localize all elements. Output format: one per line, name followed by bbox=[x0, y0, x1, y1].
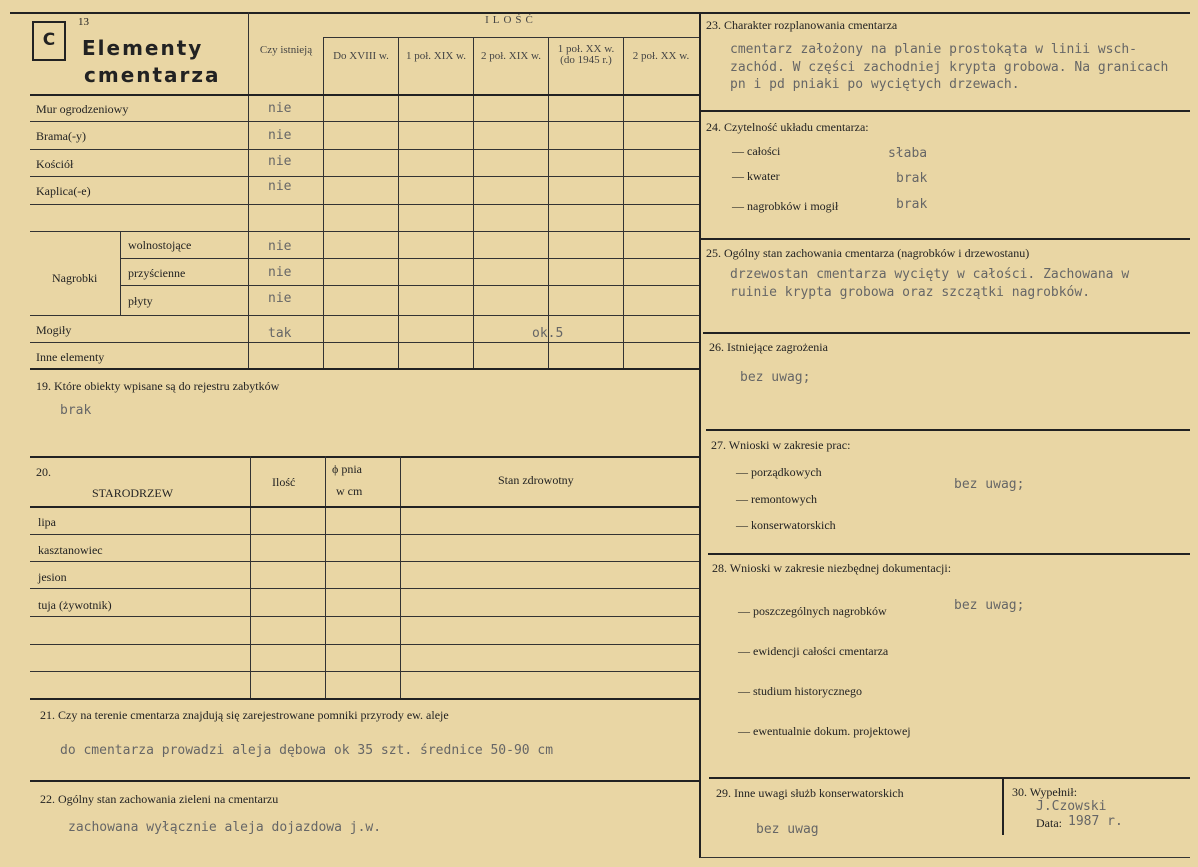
q26-label: 26. Istniejące zagrożenia bbox=[709, 340, 828, 354]
q24-item-value: brak bbox=[896, 171, 928, 186]
col-czy-header: Czy istnieją bbox=[259, 44, 313, 56]
tree-col-line bbox=[400, 456, 401, 698]
q30-date-label: Data: bbox=[1036, 816, 1062, 830]
col-line bbox=[473, 38, 474, 368]
q29-label: 29. Inne uwagi służb konserwatorskich bbox=[716, 786, 904, 800]
row-line bbox=[120, 258, 699, 259]
element-exists: nie bbox=[268, 128, 292, 143]
nagrobki-row-exists: nie bbox=[268, 239, 292, 254]
section-line bbox=[30, 456, 699, 458]
element-label: Mur ogrodzeniowy bbox=[36, 102, 129, 116]
section-line bbox=[703, 332, 1190, 334]
q20-col-pnia: ϕ pnia bbox=[332, 462, 362, 476]
section-line bbox=[30, 698, 699, 700]
q22-answer: zachowana wyłącznie aleja dojazdowa j.w. bbox=[68, 820, 382, 835]
tree-header-line bbox=[30, 506, 699, 508]
row-line bbox=[30, 616, 699, 617]
q27-item: — remontowych bbox=[736, 492, 817, 506]
q20-num: 20. bbox=[36, 465, 51, 479]
row-line bbox=[30, 644, 699, 645]
col-19a-header: 1 poł. XIX w. bbox=[405, 50, 467, 62]
q27-answer: bez uwag; bbox=[954, 477, 1025, 492]
q20-label: STARODRZEW bbox=[92, 486, 174, 500]
col-20a-header: 1 poł. XX w. (do 1945 r.) bbox=[557, 43, 615, 66]
q24-label: 24. Czytelność układu cmentarza: bbox=[706, 120, 869, 134]
q28-item: — poszczególnych nagrobków bbox=[738, 604, 887, 618]
q22-label: 22. Ogólny stan zachowania zieleni na cmentarzu bbox=[40, 792, 279, 806]
row-line bbox=[30, 231, 699, 232]
row-line bbox=[30, 176, 699, 177]
title-line1: Elementy bbox=[82, 36, 204, 60]
row-line bbox=[30, 671, 699, 672]
col-line bbox=[398, 38, 399, 368]
q24-item-value: słaba bbox=[888, 146, 928, 161]
row-line bbox=[30, 121, 699, 122]
col-20b-header: 2 poł. XX w. bbox=[632, 50, 690, 62]
q19-label: 19. Które obiekty wpisane są do rejestru zabytków bbox=[36, 379, 280, 393]
element-label: Kaplica(-e) bbox=[36, 184, 91, 198]
q27-item: — konserwatorskich bbox=[736, 518, 836, 532]
q21-label: 21. Czy na terenie cmentarza znajdują się zarejestrowane pomniki przyrody ew. aleje bbox=[40, 708, 449, 722]
col-line bbox=[623, 38, 624, 368]
q27-label: 27. Wnioski w zakresie prac: bbox=[711, 438, 851, 452]
row-line bbox=[30, 315, 699, 316]
q29-q30-divider bbox=[1002, 777, 1004, 835]
q23-line3: pn i pd pniaki po wyciętych drzewach. bbox=[730, 77, 1020, 92]
col-line bbox=[548, 38, 549, 368]
section-line bbox=[706, 429, 1190, 431]
tree-label: lipa bbox=[38, 515, 56, 529]
row-line bbox=[30, 534, 699, 535]
element-label: Brama(-y) bbox=[36, 129, 86, 143]
q20-col-ilosc: Ilość bbox=[272, 475, 296, 489]
nagrobki-row-label: płyty bbox=[128, 294, 153, 308]
nagrobki-row-label: przyścienne bbox=[128, 266, 186, 280]
q30-name: J.Czowski bbox=[1036, 799, 1107, 814]
card-letter: C bbox=[32, 21, 66, 61]
q23-line2: zachód. W części zachodniej krypta grobowa. Na granicach bbox=[730, 60, 1169, 75]
q30-label: 30. Wypełnił: bbox=[1012, 785, 1078, 799]
q24-item-label: — całości bbox=[732, 144, 781, 158]
section-line bbox=[700, 110, 1190, 112]
q25-label: 25. Ogólny stan zachowania cmentarza (nagrobków i drzewostanu) bbox=[706, 246, 1030, 260]
mogily-exists: tak bbox=[268, 326, 292, 341]
card-bottom-line bbox=[700, 857, 1190, 858]
section-line bbox=[708, 553, 1190, 555]
q20-col-pnia-unit: w cm bbox=[336, 484, 363, 498]
nagrobki-label: Nagrobki bbox=[52, 271, 98, 285]
center-divider bbox=[699, 12, 701, 858]
col-ilosc-header: ILOŚĆ bbox=[485, 14, 537, 26]
card-number: 13 bbox=[78, 16, 89, 28]
tree-col-line bbox=[325, 456, 326, 698]
q28-item: — ewidencji całości cmentarza bbox=[738, 644, 889, 658]
q28-item: — ewentualnie dokum. projektowej bbox=[738, 724, 911, 738]
q24-item-value: brak bbox=[896, 197, 928, 212]
col-19b-header: 2 poł. XIX w. bbox=[480, 50, 542, 62]
tree-label: jesion bbox=[38, 570, 67, 584]
q24-item-label: — kwater bbox=[732, 169, 780, 183]
q24-item-label: — nagrobków i mogił bbox=[732, 199, 839, 213]
mogily-count: ok.5 bbox=[532, 326, 564, 341]
tree-col-line bbox=[250, 456, 251, 698]
q25-line2: ruinie krypta grobowa oraz szczątki nagrobków. bbox=[730, 285, 1091, 300]
tree-label: kasztanowiec bbox=[38, 543, 103, 557]
nagrobki-divider bbox=[120, 231, 121, 315]
row-line bbox=[30, 204, 699, 205]
q26-answer: bez uwag; bbox=[740, 370, 811, 385]
q27-item: — porządkowych bbox=[736, 465, 822, 479]
element-exists: nie bbox=[268, 179, 292, 194]
q23-label: 23. Charakter rozplanowania cmentarza bbox=[706, 18, 898, 32]
q30-date: 1987 r. bbox=[1068, 814, 1123, 829]
row-line bbox=[30, 342, 699, 343]
row-line bbox=[30, 149, 699, 150]
q29-answer: bez uwag bbox=[756, 822, 819, 837]
nagrobki-row-exists: nie bbox=[268, 265, 292, 280]
row-line bbox=[120, 285, 699, 286]
q20-col-stan: Stan zdrowotny bbox=[498, 473, 574, 487]
col-line bbox=[323, 38, 324, 368]
section-line bbox=[700, 238, 1190, 240]
header-bottom-line bbox=[30, 94, 699, 96]
row-line bbox=[30, 588, 699, 589]
q28-label: 28. Wnioski w zakresie niezbędnej dokumentacji: bbox=[712, 561, 952, 575]
section-line bbox=[30, 780, 699, 782]
q19-answer: brak bbox=[60, 403, 92, 418]
mogily-label: Mogiły bbox=[36, 323, 72, 337]
section-line bbox=[30, 368, 699, 370]
q21-answer: do cmentarza prowadzi aleja dębowa ok 35 szt. średnice 50-90 cm bbox=[60, 743, 554, 758]
q23-line1: cmentarz założony na planie prostokąta w linii wsch- bbox=[730, 42, 1137, 57]
nagrobki-row-exists: nie bbox=[268, 291, 292, 306]
tree-label: tuja (żywotnik) bbox=[38, 598, 112, 612]
element-label: Kościół bbox=[36, 157, 74, 171]
row-line bbox=[30, 561, 699, 562]
q28-answer: bez uwag; bbox=[954, 598, 1025, 613]
element-exists: nie bbox=[268, 101, 292, 116]
inne-label: Inne elementy bbox=[36, 350, 105, 364]
title-line2: cmentarza bbox=[84, 63, 221, 87]
element-exists: nie bbox=[268, 154, 292, 169]
q25-line1: drzewostan cmentarza wycięty w całości. Zachowana w bbox=[730, 267, 1130, 282]
section-line bbox=[709, 777, 1190, 779]
ilosc-underline bbox=[323, 37, 699, 38]
q28-item: — studium historycznego bbox=[738, 684, 862, 698]
nagrobki-row-label: wolnostojące bbox=[128, 238, 192, 252]
col-do18-header: Do XVIII w. bbox=[333, 50, 389, 62]
